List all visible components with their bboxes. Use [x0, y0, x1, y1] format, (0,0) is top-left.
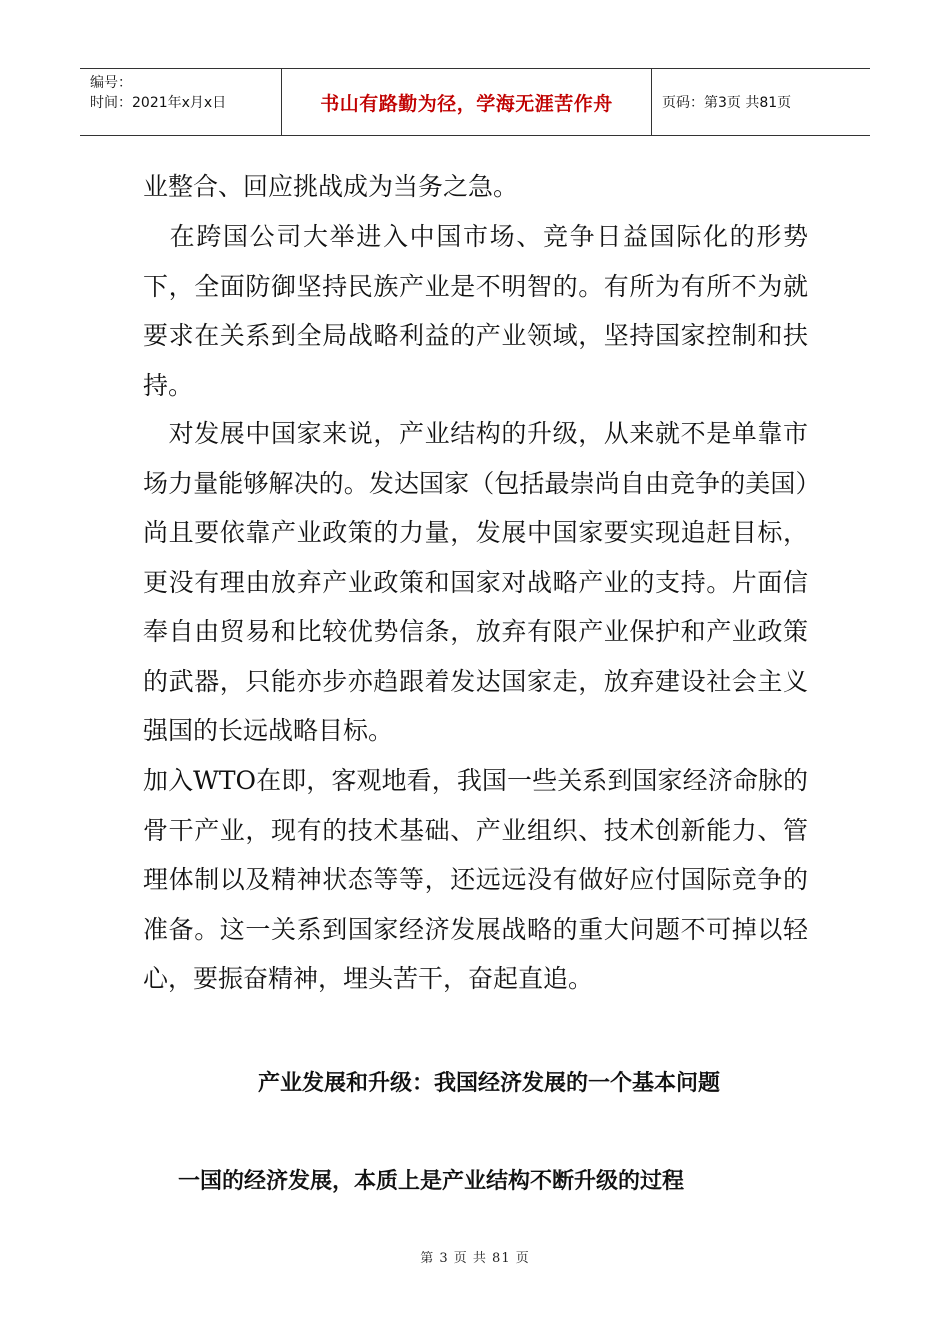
paragraph-4: 加入WTO在即，客观地看，我国一些关系到国家经济命脉的骨干产业，现有的技术基础、产业组织、技术创新能力、管理体制以及精神状态等等，还远远没有做好应付国际竞争的准备。这一关系到国家经济发展战略的重大问题不可掉以轻心，要振奋精神，埋头苦干，奋起直追。 [143, 766, 808, 993]
section-heading: 产业发展和升级：我国经济发展的一个基本问题 [258, 1071, 721, 1096]
subsection-heading: 一国的经济发展，本质上是产业结构不断升级的过程 [178, 1169, 685, 1194]
paragraph-1: 业整合、回应挑战成为当务之急。 [143, 172, 519, 201]
paragraph-3: 对发展中国家来说，产业结构的升级，从来就不是单靠市场力量能够解决的。发达国家（包括最崇尚自由竞争的美国）尚且要依靠产业政策的力量，发展中国家要实现追赶目标，更没有理由放弃产业政策和国家对战略产业的支持。片面信奉自由贸易和比较优势信条，放弃有限产业保护和产业政策的武器，只能亦步亦趋跟着发达国家走，放弃建设社会主义强国的长远战略目标。 [143, 419, 808, 745]
document-time-label: 时间：2021年x月x日 [90, 95, 227, 111]
header-meta [80, 69, 282, 135]
page-header [80, 68, 870, 136]
header-motto: 书山有路勤为径，学海无涯苦作舟 [282, 69, 652, 135]
document-number-label: 编号： [90, 75, 132, 91]
paragraph-2: 在跨国公司大举进入中国市场、竞争日益国际化的形势下，全面防御坚持民族产业是不明智的。有所为有所不为就要求在关系到全局战略利益的产业领域，坚持国家控制和扶持。 [143, 222, 808, 400]
header-page-info: 页码：第3页 共81页 [662, 95, 792, 111]
page-footer: 第 3 页 共 81 页 [420, 1251, 530, 1266]
